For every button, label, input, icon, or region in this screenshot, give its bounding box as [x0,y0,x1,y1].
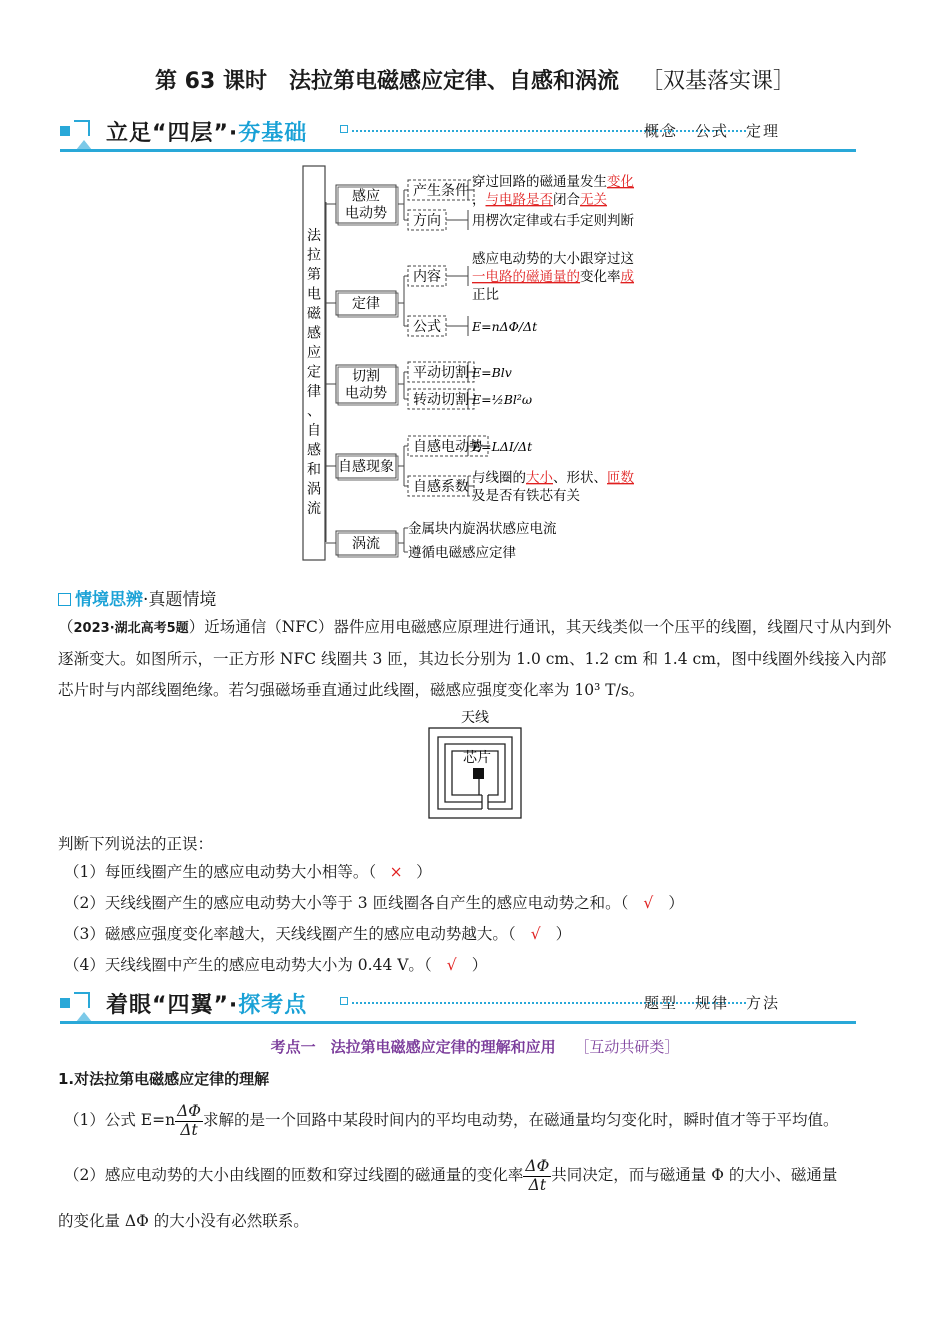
mind-map-item [404,389,532,409]
statement-item: （1）每匝线圈产生的感应电动势大小相等。（ × ） [64,863,432,881]
mind-map-item-label: 内容 [413,269,441,285]
checkbox-icon [58,593,71,606]
root-char: 涡 [307,481,321,498]
statement-text: （3）磁感应强度变化率越大，天线线圈产生的感应电动势越大。 [64,925,508,943]
statement-item: （4）天线线圈中产生的感应电动势大小为 0.44 V。（ √ ） [64,956,488,974]
banner-underline [60,149,856,152]
banner-keywords: 题型 规律 方法 [643,994,780,1012]
mind-map-item-label: 自感电动势 [413,439,483,455]
title-main: 第 63 课时 法拉第电磁感应定律、自感和涡流 [155,69,619,94]
check-mark-icon: √ [446,956,457,974]
kaodian-label: 考点一 法拉第电磁感应定律的理解和应用 [270,1038,556,1056]
mind-map-root [307,227,322,517]
mind-map-item [404,250,635,303]
mind-map-item [404,316,538,336]
root-char: 律 [307,384,321,400]
root-char: 和 [307,462,321,478]
mind-map-item-text: 金属块内旋涡状感应电流 [408,521,557,537]
formula-fraction: $\frac{\Delta\Phi}{\Delta t}$ [525,1157,550,1194]
root-char: 流 [307,501,321,517]
mind-map-item-label: 自感系数 [413,479,469,495]
mind-map-item-text: 与线圈的大小、形状、匝数 [472,470,634,486]
scenario-heading [58,585,216,610]
mind-map-item-text: 用楞次定律或右手定则判断 [472,213,634,229]
chip-square [473,768,484,779]
section-banner-basics [60,116,856,152]
statement-text: （4）天线线圈中产生的感应电动势大小为 0.44 V。 [64,956,424,974]
mind-map-item [404,520,557,537]
mind-map-item [404,469,635,504]
banner-square-icon [60,126,70,136]
mind-map-item-text: 遵循电磁感应定律 [408,545,516,561]
mind-map-group-label: 定律 [352,296,380,312]
mind-map-group-label: 电动势 [345,205,387,222]
mind-map-item-text: 及是否有铁芯有关 [472,488,580,504]
mind-map-formula: E=½Bl²ω [472,392,533,407]
root-char: 感 [307,442,321,459]
kaodian-heading [0,1036,950,1057]
paragraph-2: （2）感应电动势的大小由线圈的匝数和穿过线圈的磁通量的变化率 $\frac{\Delta\Phi}{\Delta t}$ 共同决定，而与磁通量 Φ 的大小、磁通量 [64,1157,838,1194]
mind-map-group-label: 电动势 [345,385,387,402]
section-banner-exam [60,988,856,1024]
statement-text: （2）天线线圈产生的感应电动势大小等于 3 匝线圈各自产生的感应电动势之和。 [64,894,621,912]
scenario-body: （2023·湖北高考5题）近场通信（NFC）器件应用电磁感应原理进行通讯，其天线类似一个压平的线圈，线圈尺寸从内到外逐渐变大。如图所示，一正方形 NFC 线圈共 3 匝，其边长分别为 1.0 cm、1.2 cm 和 1.4 cm，图中线圈外线接入内部芯片时与内部线圈绝缘。若匀强磁场垂直通过此线圈，磁感应强度变化率为 10³ T/s。 [58,618,892,699]
banner-keywords: 概念 公式 定理 [643,122,780,140]
mind-map-group [326,250,635,336]
title-tag: ［双基落实课］ [640,69,795,94]
mind-map-item-text: 一电路的磁通量的变化率成 [472,269,634,285]
mind-map-item-label: 方向 [413,213,441,229]
banner-title: 着眼“四翼”·探考点 [106,993,308,1018]
banner-title: 立足“四层”·夯基础 [106,121,308,146]
check-mark-icon: √ [643,894,654,912]
root-char: 自 [307,423,321,439]
mind-map-formula: E=Blv [472,365,512,380]
page-title [0,64,950,95]
mind-map-formula: E=LΔI/Δt [472,439,533,454]
check-mark-icon: √ [530,925,541,943]
banner-corner-icon [74,120,90,136]
paragraph-1: （1）公式 E=n $\frac{\Delta\Phi}{\Delta t}$ 求解的是一个回路中某段时间内的平均电动势，在磁通量均匀变化时，瞬时值才等于平均值。 [64,1102,839,1139]
mind-map-group-label: 切割 [352,368,380,385]
mind-map-item-label: 转动切割 [413,392,469,408]
chip-label: 芯片 [463,750,491,766]
root-char: 拉 [307,247,321,264]
kaodian-tag: ［互动共研类］ [574,1038,680,1056]
root-char: 法 [307,228,321,244]
paragraph-2-cont: 的变化量 ΔΦ 的大小没有必然联系。 [58,1212,309,1230]
statement-text: （1）每匝线圈产生的感应电动势大小相等。 [64,863,369,881]
root-char: 电 [307,286,321,303]
mind-map-group-label: 自感现象 [338,459,394,475]
mind-map-group [326,362,532,409]
mind-map-item-label: 平动切割 [413,365,469,381]
scenario-heading-rest: ·真题情境 [143,590,217,610]
mind-map-item [404,362,512,382]
root-char: 第 [307,267,321,283]
scenario-heading-accent: 情境思辨 [75,590,143,610]
formula-fraction: $\frac{\Delta\Phi}{\Delta t}$ [177,1102,201,1139]
mind-map-group [326,520,557,561]
root-char: 定 [307,364,321,381]
banner-dot-icon [340,125,348,133]
mind-map-formula: E=nΔΦ/Δt [472,319,538,334]
mind-map-item [404,436,533,456]
statement-item: （3）磁感应强度变化率越大，天线线圈产生的感应电动势越大。（ √ ） [64,925,572,943]
banner-underline [60,1021,856,1024]
mind-map-group [326,173,634,230]
judge-prompt: 判断下列说法的正误： [58,835,214,853]
mind-map-item [404,544,516,561]
mind-map-item-label: 公式 [413,319,441,335]
mind-map-group [326,436,635,504]
nfc-coil-figure [424,706,526,822]
root-char: 、 [307,403,321,420]
mind-map [300,162,650,564]
banner-corner-icon [74,992,90,1008]
mind-map-item [404,173,634,208]
scenario-text: 近场通信（NFC）器件应用电磁感应原理进行通讯，其天线类似一个压平的线圈，线圈尺寸从内到外逐渐变大。如图所示，一正方形 NFC 线圈共 3 匝，其边长分别为 1.0 cm、1.2 cm 和 1.4 cm，图中线圈外线接入内部芯片时与内部线圈绝缘。若匀强磁场垂直通过此线圈，磁感应强度变化率为 10³ T/s。 [58,618,892,699]
banner-square-icon [60,998,70,1008]
root-char: 应 [307,345,321,361]
statement-item: （2）天线线圈产生的感应电动势大小等于 3 匝线圈各自产生的感应电动势之和。（ √ ） [64,894,684,912]
section-heading: 1.对法拉第电磁感应定律的理解 [58,1070,270,1088]
antenna-label: 天线 [461,710,489,726]
mind-map-group-label: 涡流 [352,536,380,552]
mind-map-item-text: 正比 [472,287,499,303]
mind-map-item-text: 穿过回路的磁通量发生变化 [472,174,634,190]
mind-map-item-label: 产生条件 [413,183,469,199]
mind-map-item [404,210,634,230]
root-char: 磁 [307,306,321,322]
root-char: 感 [307,325,321,342]
banner-dot-icon [340,997,348,1005]
cross-mark-icon: × [389,863,403,881]
scenario-source: 2023·湖北高考5题 [73,621,189,636]
mind-map-item-text: 感应电动势的大小跟穿过这 [472,251,634,267]
mind-map-item-text: ，与电路是否闭合无关 [472,192,607,208]
mind-map-group-label: 感应 [352,188,380,205]
